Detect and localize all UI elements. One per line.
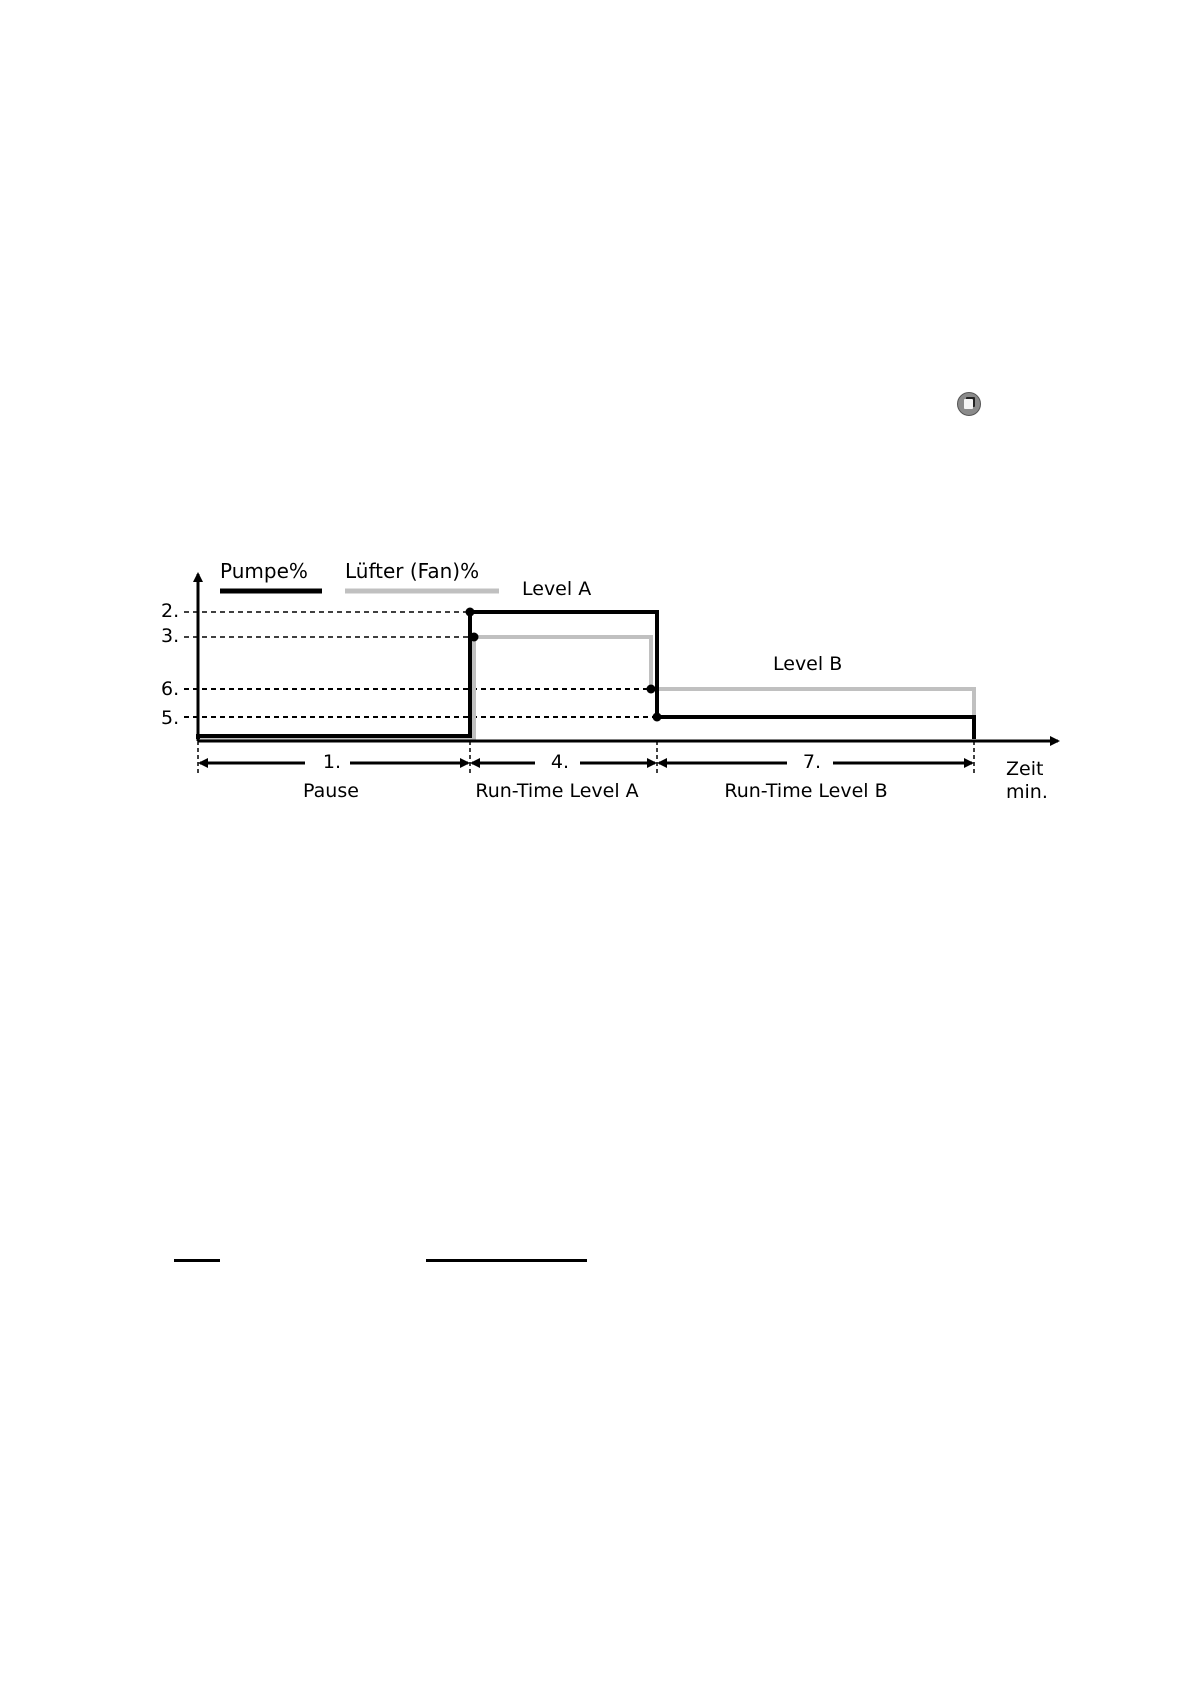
x-axis-label-unit: min.: [1006, 781, 1048, 803]
phase-label: Run-Time Level A: [475, 780, 639, 802]
phase-label: Pause: [303, 780, 359, 802]
legend-label-pump: Pumpe%: [220, 559, 308, 583]
phase-number: 7.: [802, 751, 822, 773]
transition-point: [647, 685, 656, 694]
transition-point: [653, 713, 662, 722]
transition-point: [470, 633, 479, 642]
level-a-label: Level A: [522, 578, 592, 600]
y-level-label: 2.: [161, 600, 180, 622]
underline-rule: [174, 1259, 220, 1262]
underline-rule: [426, 1259, 587, 1262]
legend-label-fan: Lüfter (Fan)%: [345, 559, 480, 583]
phase-number: 1.: [322, 751, 342, 773]
y-level-label: 3.: [161, 625, 180, 647]
x-axis-label: Zeit: [1006, 758, 1044, 780]
transition-point: [466, 608, 475, 617]
phase-number: 4.: [550, 751, 570, 773]
level-b-label: Level B: [773, 653, 843, 675]
y-level-label: 6.: [161, 678, 180, 700]
series-line-pump: [198, 612, 974, 739]
y-level-label: 5.: [161, 707, 180, 729]
phase-label: Run-Time Level B: [724, 780, 888, 802]
